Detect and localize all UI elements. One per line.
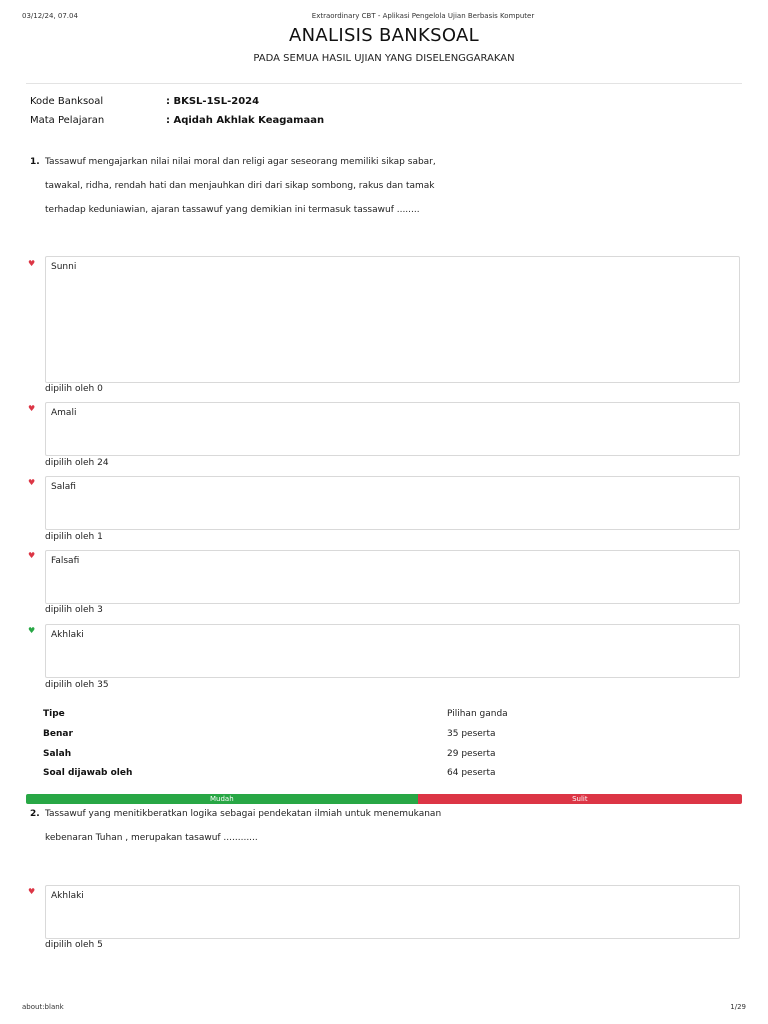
- option-chosen-count: dipilih oleh 5: [45, 940, 103, 950]
- question-text-line: Tassawuf yang menitikberatkan logika sebagai pendekatan ilmiah untuk menemukanan: [45, 809, 442, 819]
- stat-correct-label: Benar: [43, 729, 73, 739]
- question-number: 1.: [30, 157, 40, 167]
- option-chosen-count: dipilih oleh 24: [45, 458, 109, 468]
- print-app-title: Extraordinary CBT - Aplikasi Pengelola Ujian Berbasis Komputer: [311, 12, 535, 20]
- option-box: [45, 885, 740, 939]
- report-subtitle: PADA SEMUA HASIL UJIAN YANG DISELENGGARAKAN: [253, 53, 515, 64]
- stat-answered-value: 64 peserta: [447, 768, 496, 778]
- wrong-answer-heart-icon: ♥: [28, 478, 36, 487]
- difficulty-hard-segment: Sulit: [418, 794, 742, 804]
- print-url: about:blank: [22, 1003, 64, 1011]
- stat-type-value: Pilihan ganda: [447, 709, 508, 719]
- correct-answer-heart-icon: ♥: [28, 626, 36, 635]
- stat-correct-value: 35 peserta: [447, 729, 496, 739]
- option-box: [45, 550, 740, 604]
- divider: [26, 83, 742, 84]
- option-box: [45, 624, 740, 678]
- option-text: Falsafi: [51, 556, 80, 566]
- wrong-answer-heart-icon: ♥: [28, 259, 36, 268]
- report-title: ANALISIS BANKSOAL: [289, 25, 479, 46]
- question-number: 2.: [30, 809, 40, 819]
- question-text-line: terhadap keduniawian, ajaran tassawuf yang demikian ini termasuk tassawuf ........: [45, 205, 420, 215]
- print-page-number: 1/29: [730, 1003, 746, 1011]
- code-label: Kode Banksoal: [30, 96, 104, 107]
- option-box: [45, 476, 740, 530]
- subject-value: : Aqidah Akhlak Keagamaan: [166, 115, 325, 126]
- code-value: : BKSL-1SL-2024: [166, 96, 260, 107]
- option-text: Sunni: [51, 262, 77, 272]
- difficulty-easy-segment: Mudah: [26, 794, 418, 804]
- wrong-answer-heart-icon: ♥: [28, 887, 36, 896]
- subject-label: Mata Pelajaran: [30, 115, 105, 126]
- option-text: Akhlaki: [51, 630, 84, 640]
- question-text-line: tawakal, ridha, rendah hati dan menjauhkan diri dari sikap sombong, rakus dan tamak: [45, 181, 435, 191]
- stat-answered-label: Soal dijawab oleh: [43, 768, 133, 778]
- option-box: [45, 256, 740, 383]
- option-text: Akhlaki: [51, 891, 84, 901]
- stat-type-label: Tipe: [43, 709, 65, 719]
- option-text: Salafi: [51, 482, 76, 492]
- option-chosen-count: dipilih oleh 0: [45, 384, 103, 394]
- print-datetime: 03/12/24, 07.04: [22, 12, 78, 20]
- option-text: Amali: [51, 408, 77, 418]
- option-box: [45, 402, 740, 456]
- wrong-answer-heart-icon: ♥: [28, 551, 36, 560]
- option-chosen-count: dipilih oleh 35: [45, 680, 109, 690]
- option-chosen-count: dipilih oleh 1: [45, 532, 103, 542]
- option-chosen-count: dipilih oleh 3: [45, 605, 103, 615]
- wrong-answer-heart-icon: ♥: [28, 404, 36, 413]
- question-text-line: kebenaran Tuhan , merupakan tasawuf ............: [45, 833, 258, 843]
- stat-wrong-label: Salah: [43, 749, 72, 759]
- question-text-line: Tassawuf mengajarkan nilai nilai moral dan religi agar seseorang memiliki sikap sabar,: [45, 157, 436, 167]
- difficulty-bar: [26, 794, 742, 804]
- stat-wrong-value: 29 peserta: [447, 749, 496, 759]
